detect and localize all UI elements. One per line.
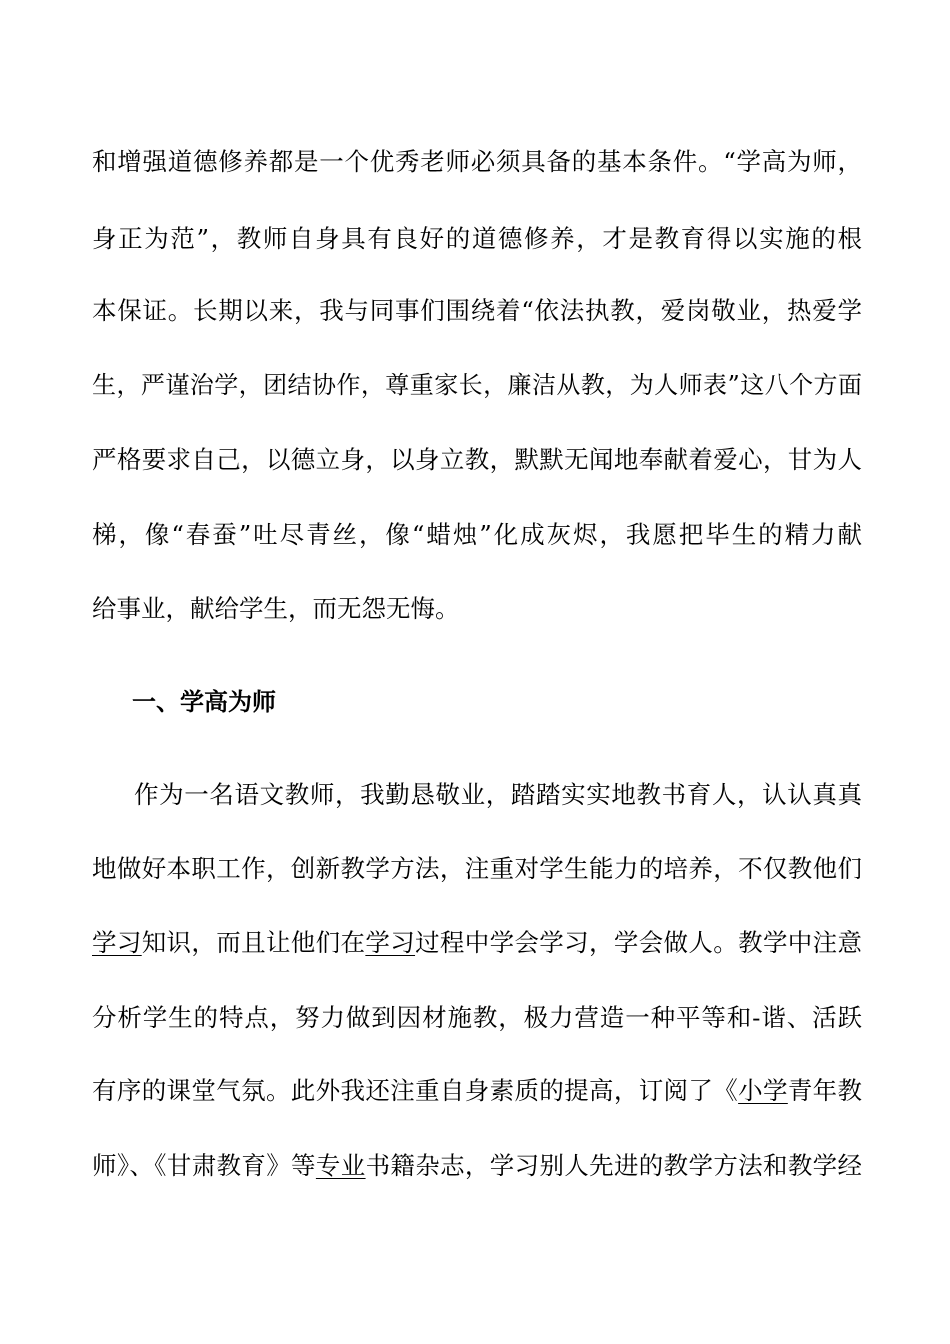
paragraph-1-line-4: 生，严谨治学，团结协作，尊重家长，廉洁从教，为人师表”这八个方面: [92, 371, 862, 399]
paragraph-1-line-5: 严格要求自己，以德立身，以身立教，默默无闻地奉献着爱心，甘为人: [92, 445, 862, 474]
paragraph-1-line-6: 梯，像“春蚕”吐尽青丝，像“蜡烛”化成灰烬，我愿把毕生的精力献: [92, 520, 862, 549]
paragraph-1-line-3: 本保证。长期以来，我与同事们围绕着“依法执教，爱岗敬业，热爱学: [92, 296, 862, 325]
paragraph-2-line-1: 作为一名语文教师，我勤恳敬业，踏踏实实地教书育人，认认真真: [134, 780, 862, 809]
paragraph-1-line-7: 给事业，献给学生，而无怨无悔。: [92, 594, 460, 623]
link-profession[interactable]: 专业: [315, 1151, 366, 1180]
paragraph-2-line-6: [92, 1146, 862, 1186]
paragraph-2-line-3: [92, 923, 862, 963]
text-span: 过程中学会学习，学会做人。教学中注意: [415, 928, 863, 957]
text-span: 知识，而且让他们在: [141, 928, 366, 957]
text-span: 书籍杂志，学习别人先进的教学方法和教学经: [365, 1151, 863, 1180]
paragraph-1-line-2: 身正为范”，教师自身具有良好的道德修养，才是教育得以实施的根: [92, 224, 862, 253]
text-span: 青年教: [787, 1076, 863, 1105]
paragraph-2-line-4: 分析学生的特点，努力做到因材施教，极力营造一种平等和-谐、活跃: [92, 1003, 862, 1032]
paragraph-1-line-1: 和增强道德修养都是一个优秀老师必须具备的基本条件。“学高为师，: [92, 147, 862, 176]
link-study-2[interactable]: 学习: [365, 928, 416, 957]
paragraph-2-line-5: [92, 1071, 862, 1111]
text-span: 师》、《甘肃教育》等: [92, 1151, 316, 1180]
text-span: 有序的课堂气氛。此外我还注重自身素质的提高，订阅了《: [92, 1076, 739, 1105]
link-primary-school[interactable]: 小学: [738, 1076, 788, 1105]
link-study[interactable]: 学习: [92, 928, 142, 957]
paragraph-2-line-2: 地做好本职工作，创新教学方法，注重对学生能力的培养，不仅教他们: [92, 854, 862, 883]
section-heading: 一、学高为师: [132, 688, 276, 716]
